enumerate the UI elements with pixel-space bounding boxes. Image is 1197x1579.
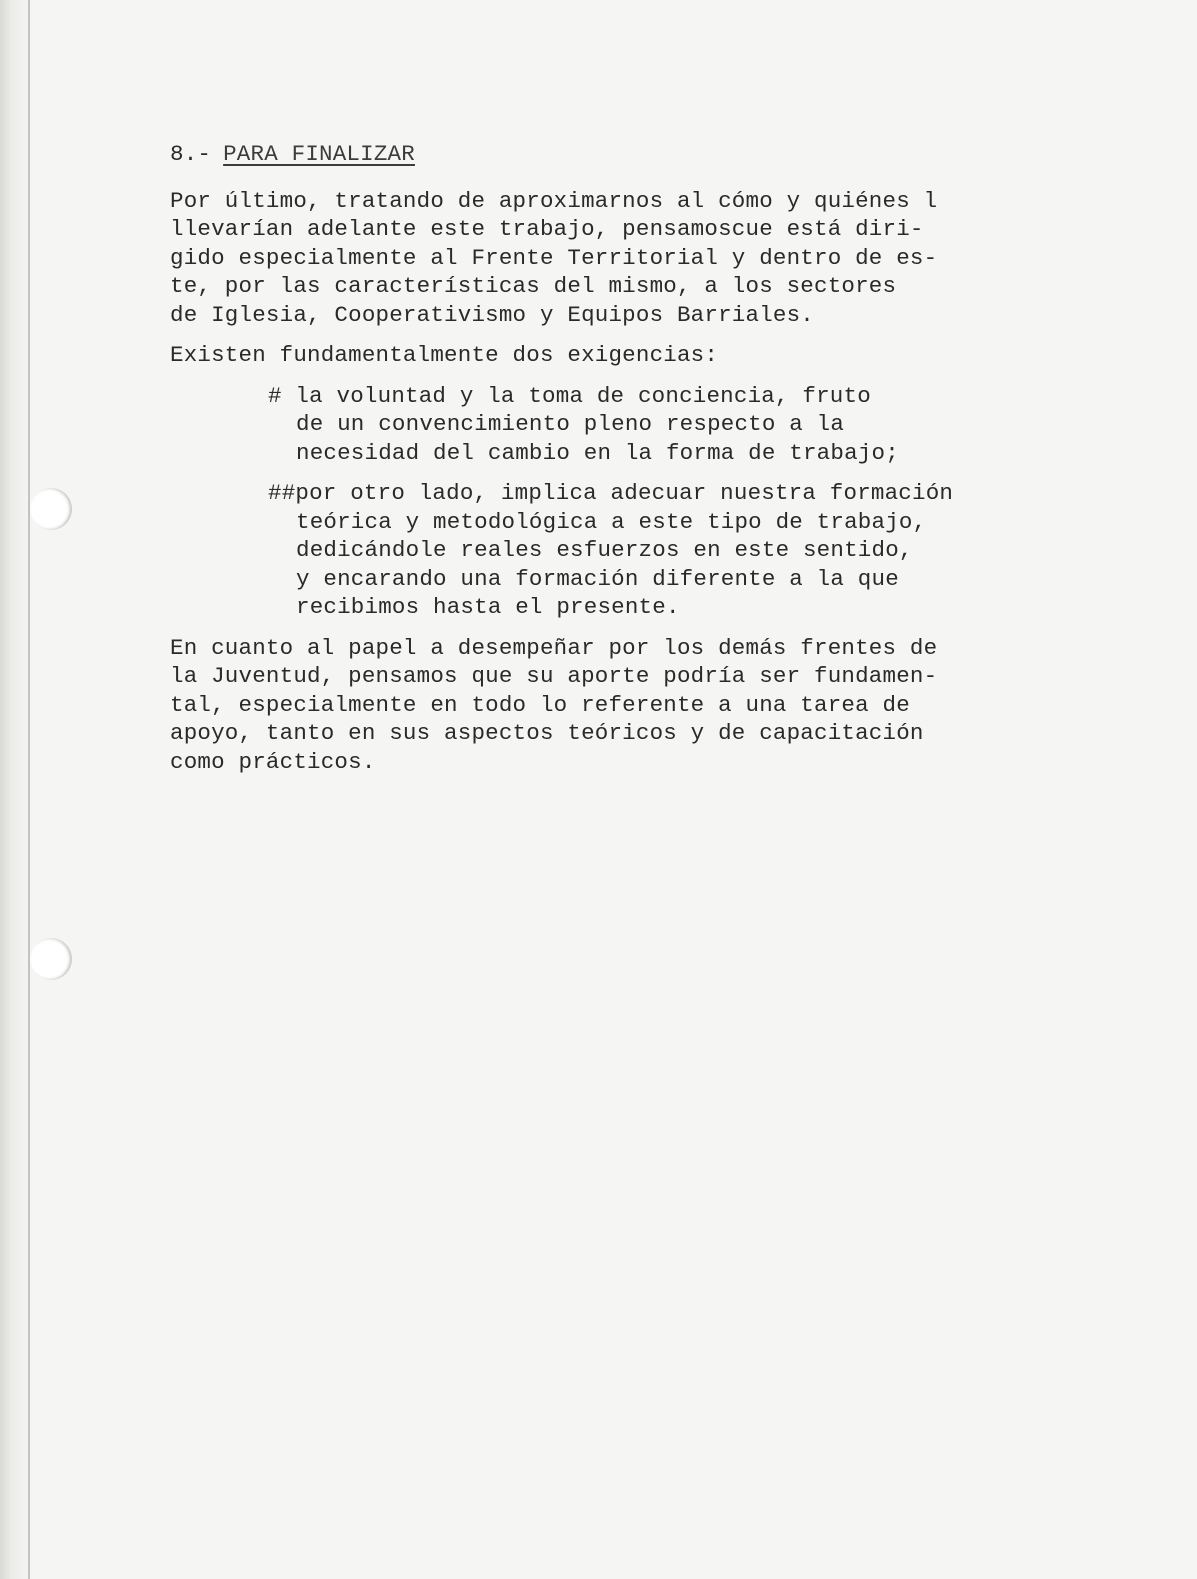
text-line: Por último, tratando de aproximarnos al cómo y quiénes l — [170, 187, 938, 214]
paragraph-intro — [170, 187, 1030, 330]
text-line: necesidad del cambio en la forma de trabajo; — [296, 439, 899, 466]
section-heading — [170, 140, 1030, 169]
text-line: dedicándole reales esfuerzos en este sentido, — [296, 537, 913, 563]
exigencias-list — [170, 382, 1030, 622]
binding-shadow — [0, 0, 30, 1579]
punch-hole-lower — [30, 938, 72, 980]
text-line: tal, especialmente en todo lo referente a una tarea de — [170, 691, 910, 718]
list-item — [268, 479, 1030, 622]
section-number: 8.- — [170, 141, 212, 167]
text-line: como prácticos. — [170, 748, 376, 775]
binding-edge-line — [28, 0, 30, 1579]
text-line: gido especialmente al Frente Territorial y dentro de es- — [170, 244, 938, 271]
section-title: PARA FINALIZAR — [223, 141, 415, 167]
text-line: de Iglesia, Cooperativismo y Equipos Barriales. — [170, 301, 815, 328]
paragraph-frentes — [170, 634, 1030, 777]
punch-hole-upper — [30, 488, 72, 530]
text-line: la Juventud, pensamos que su aporte podría ser fundamen- — [170, 663, 938, 689]
typed-text-body — [170, 140, 1030, 788]
text-line: Existen fundamentalmente dos exigencias: — [170, 342, 719, 368]
text-line: de un convencimiento pleno respecto a la — [296, 411, 845, 437]
text-line: te, por las características del mismo, a los sectores — [170, 273, 897, 299]
text-line: ##por otro lado, implica adecuar nuestra formación — [268, 480, 954, 506]
text-line: apoyo, tanto en sus aspectos teóricos y de capacitación — [170, 720, 924, 746]
list-item — [268, 382, 1030, 468]
paragraph-exigencias — [170, 341, 1030, 370]
text-line: teórica y metodológica a este tipo de trabajo, — [296, 508, 927, 535]
text-line: y encarando una formación diferente a la que — [296, 565, 899, 592]
text-line: recibimos hasta el presente. — [296, 594, 680, 620]
text-line: llevarían adelante este trabajo, pensamoscue está diri- — [170, 216, 924, 242]
text-line: En cuanto al papel a desempeñar por los demás frentes de — [170, 634, 938, 661]
text-line: # la voluntad y la toma de conciencia, fruto — [268, 382, 871, 409]
